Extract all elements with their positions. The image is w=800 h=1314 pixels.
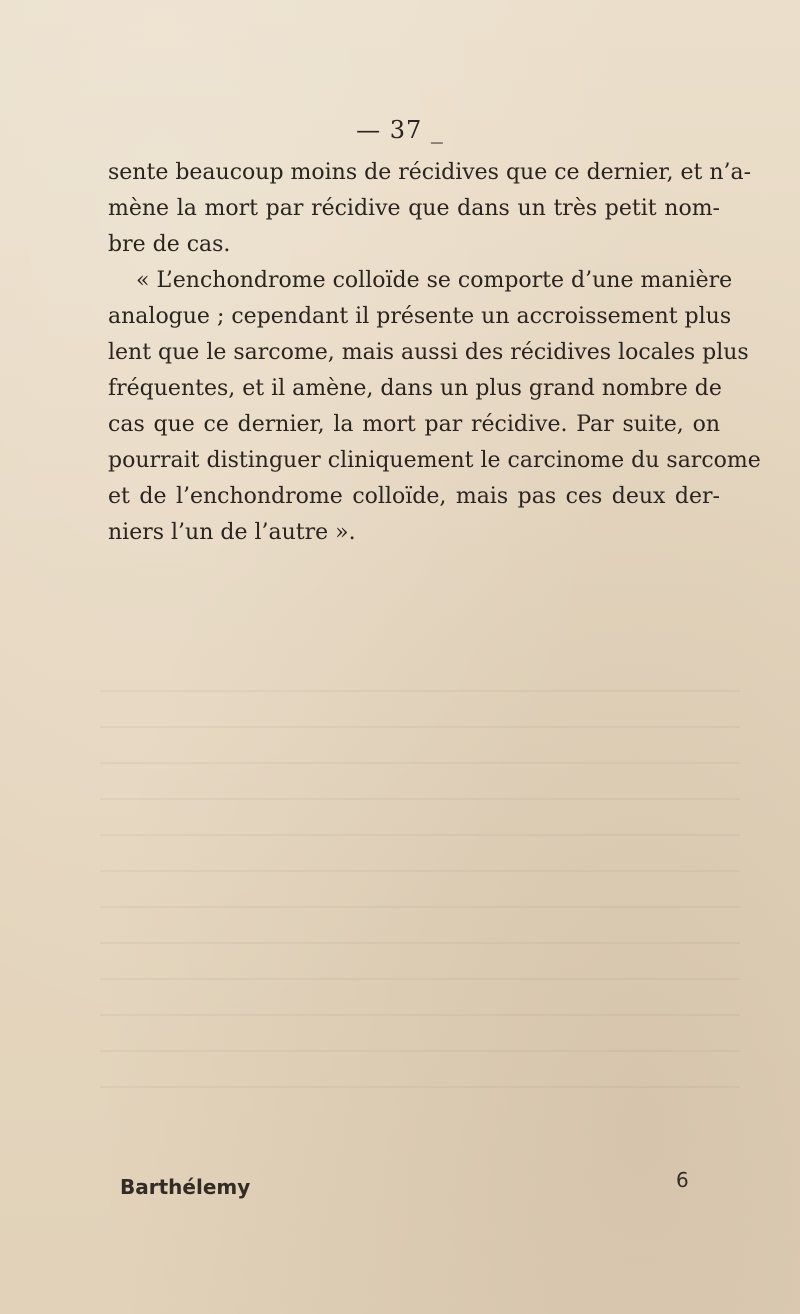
- text-line: niers l’un de l’autre ».: [108, 520, 356, 545]
- text-line: « L’enchondrome colloïde se comporte d’une manière: [136, 268, 733, 293]
- body-text: [108, 155, 761, 551]
- text-line: analogue ; cependant il présente un accroissement plus: [108, 304, 732, 329]
- text-line: mène la mort par récidive que dans un très petit nom-: [108, 196, 720, 221]
- footer-author: Barthélemy: [120, 1175, 251, 1199]
- text-line: cas que ce dernier, la mort par récidive. Par suite, on: [108, 412, 720, 437]
- page-number: — 37 _: [356, 116, 444, 144]
- show-through-texture: [100, 690, 740, 1110]
- text-line: fréquentes, et il amène, dans un plus grand nombre de: [108, 376, 722, 401]
- text-line: sente beaucoup moins de récidives que ce dernier, et n’a-: [108, 160, 752, 185]
- text-line: bre de cas.: [108, 232, 231, 257]
- text-line: pourrait distinguer cliniquement le carcinome du sarcome: [108, 448, 761, 473]
- text-line: et de l’enchondrome colloïde, mais pas ces deux der-: [108, 484, 720, 509]
- text-line: lent que le sarcome, mais aussi des récidives locales plus: [108, 340, 749, 365]
- footer-sheet-number: 6: [676, 1168, 689, 1192]
